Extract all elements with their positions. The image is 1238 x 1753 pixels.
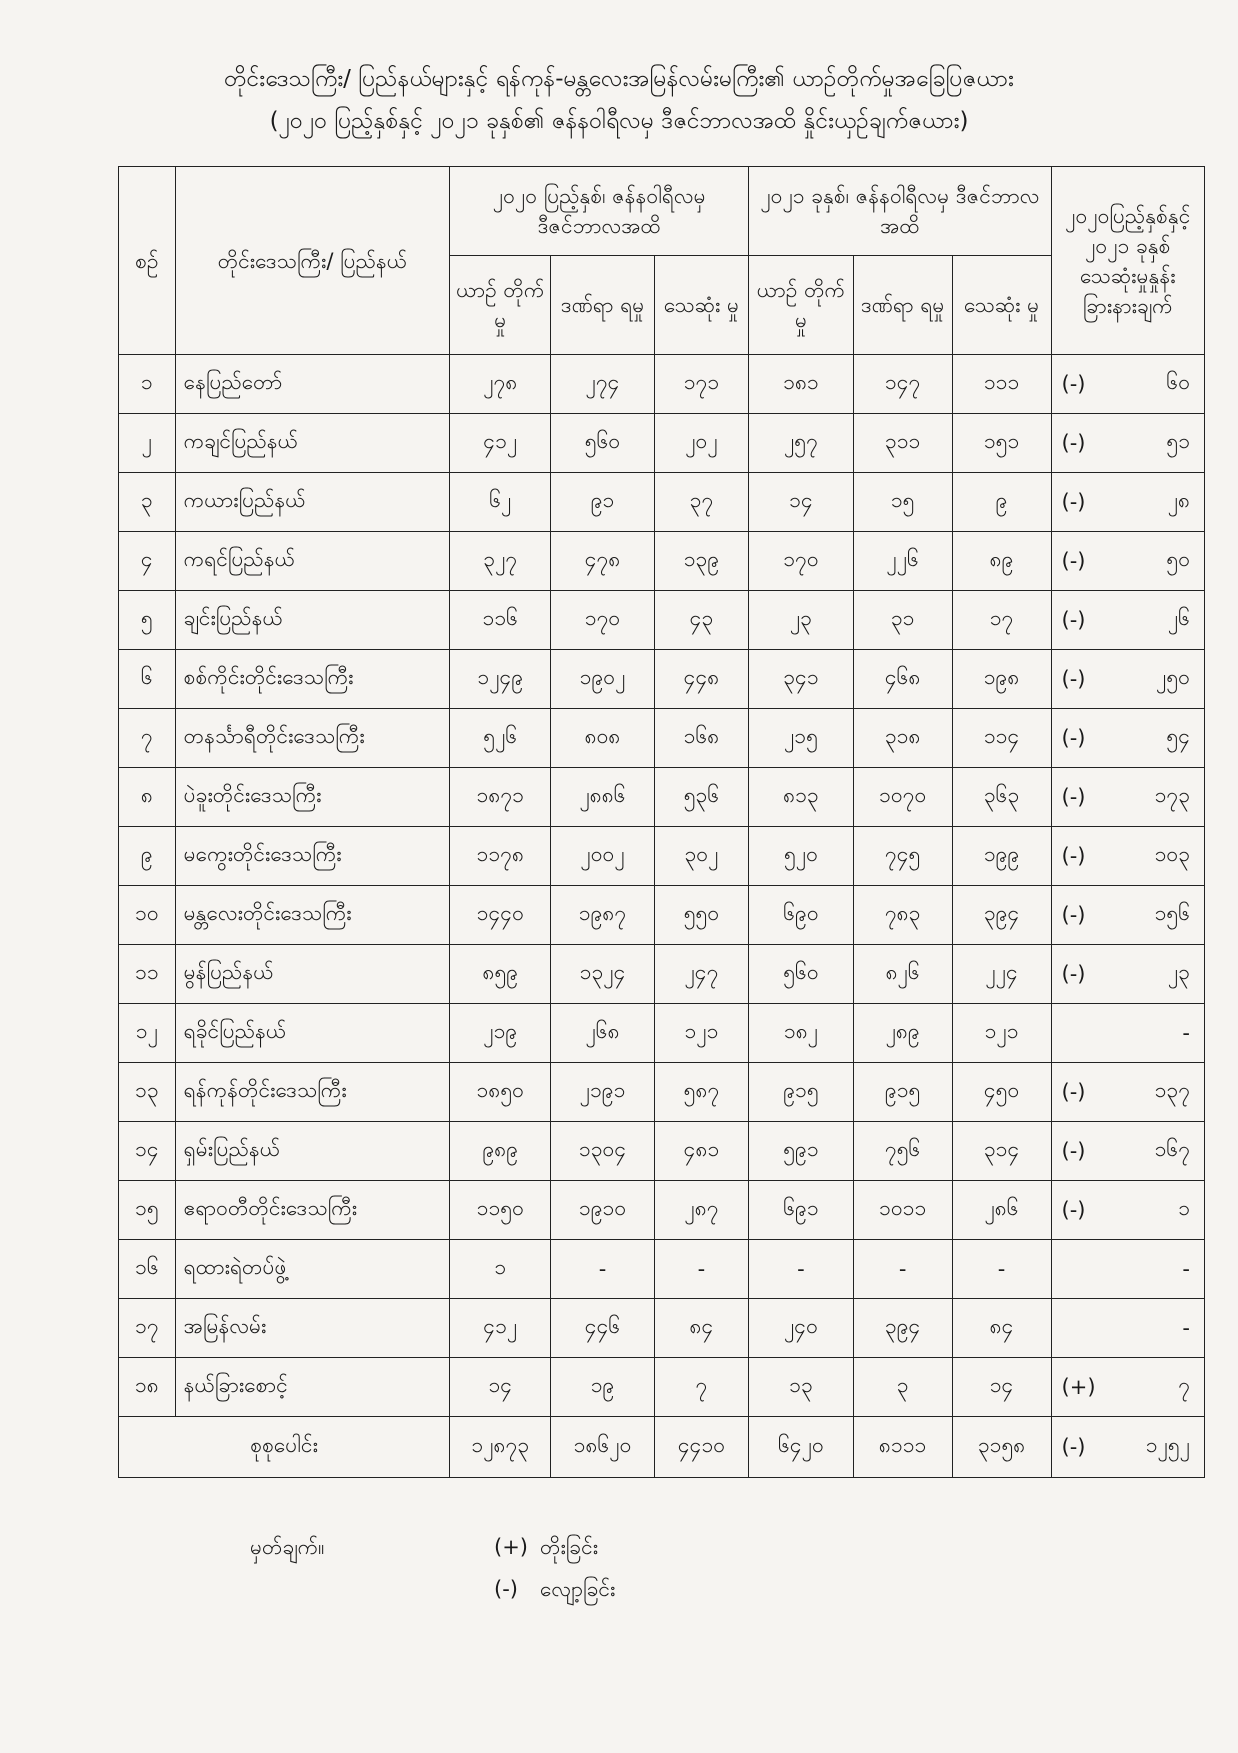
injured-2021: ၂၂၆ <box>853 532 952 591</box>
diff-value: ၁၀၃ <box>1098 827 1205 886</box>
diff-sign: (+) <box>1051 1358 1098 1417</box>
row-region: ရခိုင်ပြည်နယ် <box>175 1004 450 1063</box>
deaths-2021: ၁၉၈ <box>952 650 1051 709</box>
diff-sign: (-) <box>1051 414 1098 473</box>
diff-sign: (-) <box>1051 532 1098 591</box>
deaths-2021: ၁၂၁ <box>952 1004 1051 1063</box>
deaths-2021: ၁၇ <box>952 591 1051 650</box>
injured-2020: ၁၉၀၂ <box>551 650 654 709</box>
accidents-2021: ၁၃ <box>749 1358 853 1417</box>
row-region: အမြန်လမ်း <box>175 1299 450 1358</box>
injured-2021: ၁၀၇၀ <box>853 768 952 827</box>
accidents-2020: ၁၁၆ <box>450 591 551 650</box>
row-no: ၁၂ <box>119 1004 176 1063</box>
notes-label: မှတ်ချက်။ <box>250 1535 325 1559</box>
diff-value: ၁၃၇ <box>1098 1063 1205 1122</box>
row-no: ၁၇ <box>119 1299 176 1358</box>
diff-sign: (-) <box>1051 355 1098 414</box>
row-no: ၃ <box>119 473 176 532</box>
injured-2021: ၈၂၆ <box>853 945 952 1004</box>
table-row <box>119 355 1205 414</box>
diff-sign: (-) <box>1051 591 1098 650</box>
note-decrease-text: လျော့ခြင်း <box>540 1577 616 1601</box>
deaths-2020: ၄၈၁ <box>654 1122 749 1181</box>
injured-2020: ၁၉၁၀ <box>551 1181 654 1240</box>
table-row <box>119 945 1205 1004</box>
accidents-2020: ၄၁၂ <box>450 414 551 473</box>
injured-2021: ၃၁၈ <box>853 709 952 768</box>
injured-2021: ၇၄၅ <box>853 827 952 886</box>
injured-2021: ၂၈၉ <box>853 1004 952 1063</box>
table-row <box>119 1122 1205 1181</box>
accidents-2021: ၁၈၂ <box>749 1004 853 1063</box>
table-row <box>119 1358 1205 1417</box>
row-no: ၁၆ <box>119 1240 176 1299</box>
injured-2021: ၃၁ <box>853 591 952 650</box>
deaths-2021: ၁၁၁ <box>952 355 1051 414</box>
injured-2020: ၁၃၂၄ <box>551 945 654 1004</box>
total-deaths-2021: ၃၁၅၈ <box>952 1417 1051 1478</box>
accidents-2021: ၁၇၀ <box>749 532 853 591</box>
note-decrease <box>494 1576 615 1607</box>
row-no: ၁၅ <box>119 1181 176 1240</box>
diff-sign: (-) <box>1051 1181 1098 1240</box>
deaths-2020: ၃၀၂ <box>654 827 749 886</box>
accidents-2021: - <box>749 1240 853 1299</box>
row-no: ၄ <box>119 532 176 591</box>
total-accidents-2021: ၆၄၂၀ <box>749 1417 853 1478</box>
injured-2020: - <box>551 1240 654 1299</box>
row-no: ၁၁ <box>119 945 176 1004</box>
table-row <box>119 886 1205 945</box>
total-row <box>119 1417 1205 1478</box>
injured-2020: ၄၄၆ <box>551 1299 654 1358</box>
accidents-2021: ၉၁၅ <box>749 1063 853 1122</box>
deaths-2020: ၅၈၇ <box>654 1063 749 1122</box>
deaths-2020: ၁၆၈ <box>654 709 749 768</box>
row-region: ပဲခူးတိုင်းဒေသကြီး <box>175 768 450 827</box>
row-no: ၉ <box>119 827 176 886</box>
deaths-2020: ၇ <box>654 1358 749 1417</box>
accidents-2020: ၁၁၅၀ <box>450 1181 551 1240</box>
injured-2021: ၃၁၁ <box>853 414 952 473</box>
diff-value: ၂၈ <box>1098 473 1205 532</box>
injured-2021: - <box>853 1240 952 1299</box>
accidents-2020: ၅၂၆ <box>450 709 551 768</box>
deaths-2020: ၂၄၇ <box>654 945 749 1004</box>
row-region: ရထားရဲတပ်ဖွဲ့ <box>175 1240 450 1299</box>
table-row <box>119 414 1205 473</box>
header-comparison: ၂၀၂၀ပြည့်နှစ်နှင့် ၂၀၂၁ ခုနှစ် သေဆုံးမှုနှုန်း ခြားနားချက် <box>1051 167 1204 355</box>
row-region: ကရင်ပြည်နယ် <box>175 532 450 591</box>
diff-value: - <box>1098 1299 1205 1358</box>
table-row <box>119 532 1205 591</box>
total-diff-sign: (-) <box>1051 1417 1098 1478</box>
table-row <box>119 709 1205 768</box>
injured-2020: ၅၆၀ <box>551 414 654 473</box>
diff-value: ၇ <box>1098 1358 1205 1417</box>
injured-2020: ၄၇၈ <box>551 532 654 591</box>
row-region: စစ်ကိုင်းတိုင်းဒေသကြီး <box>175 650 450 709</box>
deaths-2020: ၁၂၁ <box>654 1004 749 1063</box>
header-period-2021: ၂၀၂၁ ခုနှစ်၊ ဇန်နဝါရီလမှ ဒီဇင်ဘာလအထိ <box>749 167 1051 256</box>
header-no: စဉ် <box>119 167 176 355</box>
diff-value: ၂၃ <box>1098 945 1205 1004</box>
injured-2020: ၂၈၈၆ <box>551 768 654 827</box>
row-no: ၆ <box>119 650 176 709</box>
accidents-2020: ၆၂ <box>450 473 551 532</box>
header-period-2020: ၂၀၂၀ ပြည့်နှစ်၊ ဇန်နဝါရီလမှ ဒီဇင်ဘာလအထိ <box>450 167 749 256</box>
diff-sign <box>1051 1004 1098 1063</box>
row-no: ၁ <box>119 355 176 414</box>
note-decrease-sign: (-) <box>494 1577 518 1601</box>
row-region: နေပြည်တော် <box>175 355 450 414</box>
deaths-2021: ၄၅၀ <box>952 1063 1051 1122</box>
diff-value: ၂၅၀ <box>1098 650 1205 709</box>
diff-value: ၁၇၃ <box>1098 768 1205 827</box>
injured-2020: ၈၀၈ <box>551 709 654 768</box>
deaths-2021: ၂၈၆ <box>952 1181 1051 1240</box>
table-row <box>119 827 1205 886</box>
diff-sign <box>1051 1240 1098 1299</box>
deaths-2021: ၈၄ <box>952 1299 1051 1358</box>
accidents-2020: ၈၅၉ <box>450 945 551 1004</box>
row-region: တနင်္သာရီတိုင်းဒေသကြီး <box>175 709 450 768</box>
header-deaths-2020: သေဆုံး မှု <box>654 256 749 355</box>
row-no: ၅ <box>119 591 176 650</box>
injured-2020: ၂၁၉၁ <box>551 1063 654 1122</box>
accidents-2021: ၁၄ <box>749 473 853 532</box>
deaths-2021: ၁၄ <box>952 1358 1051 1417</box>
accidents-2020: ၂၁၉ <box>450 1004 551 1063</box>
deaths-2020: - <box>654 1240 749 1299</box>
accidents-2020: ၃၂၇ <box>450 532 551 591</box>
diff-sign: (-) <box>1051 886 1098 945</box>
injured-2021: ၃၉၄ <box>853 1299 952 1358</box>
total-deaths-2020: ၄၄၁၀ <box>654 1417 749 1478</box>
accidents-2021: ၅၆၀ <box>749 945 853 1004</box>
accidents-2020: ၁၄ <box>450 1358 551 1417</box>
header-injured-2020: ဒဏ်ရာ ရမှု <box>551 256 654 355</box>
note-increase <box>494 1534 598 1565</box>
accidents-2021: ၂၅၇ <box>749 414 853 473</box>
table-row <box>119 1299 1205 1358</box>
row-region: နယ်ခြားစောင့် <box>175 1358 450 1417</box>
table-row <box>119 473 1205 532</box>
accidents-2021: ၅၂၀ <box>749 827 853 886</box>
deaths-2020: ၁၃၉ <box>654 532 749 591</box>
injured-2020: ၂၇၄ <box>551 355 654 414</box>
row-no: ၁၀ <box>119 886 176 945</box>
row-no: ၂ <box>119 414 176 473</box>
total-injured-2021: ၈၁၁၁ <box>853 1417 952 1478</box>
total-diff-value: ၁၂၅၂ <box>1098 1417 1205 1478</box>
header-accidents-2021: ယာဉ် တိုက်မှု <box>749 256 853 355</box>
deaths-2020: ၄၃ <box>654 591 749 650</box>
diff-value: - <box>1098 1004 1205 1063</box>
accidents-2021: ၂၄၀ <box>749 1299 853 1358</box>
deaths-2021: ၁၅၁ <box>952 414 1051 473</box>
injured-2021: ၁၄၇ <box>853 355 952 414</box>
diff-value: ၅၀ <box>1098 532 1205 591</box>
accidents-2021: ၁၈၁ <box>749 355 853 414</box>
row-region: ရန်ကုန်တိုင်းဒေသကြီး <box>175 1063 450 1122</box>
diff-value: ၁၆၇ <box>1098 1122 1205 1181</box>
injured-2021: ၁၅ <box>853 473 952 532</box>
injured-2020: ၉၁ <box>551 473 654 532</box>
deaths-2021: ၃၉၄ <box>952 886 1051 945</box>
accidents-2020: ၄၁၂ <box>450 1299 551 1358</box>
accidents-2020: ၁၈၅၀ <box>450 1063 551 1122</box>
diff-value: ၁ <box>1098 1181 1205 1240</box>
table-row <box>119 1063 1205 1122</box>
row-region: ကယားပြည်နယ် <box>175 473 450 532</box>
table-body <box>119 355 1205 1417</box>
total-injured-2020: ၁၈၆၂၀ <box>551 1417 654 1478</box>
accidents-2021: ၂၁၅ <box>749 709 853 768</box>
deaths-2020: ၅၃၆ <box>654 768 749 827</box>
injured-2021: ၇၈၃ <box>853 886 952 945</box>
accidents-2020: ၁၄၄၀ <box>450 886 551 945</box>
deaths-2021: ၃၁၄ <box>952 1122 1051 1181</box>
table-row <box>119 650 1205 709</box>
injured-2021: ၉၁၅ <box>853 1063 952 1122</box>
deaths-2021: ၁၁၄ <box>952 709 1051 768</box>
accidents-2020: ၉၈၉ <box>450 1122 551 1181</box>
row-no: ၁၄ <box>119 1122 176 1181</box>
header-deaths-2021: သေဆုံး မှု <box>952 256 1051 355</box>
row-no: ၁၃ <box>119 1063 176 1122</box>
diff-value: ၅၁ <box>1098 414 1205 473</box>
table-row <box>119 1181 1205 1240</box>
deaths-2020: ၅၅၀ <box>654 886 749 945</box>
row-no: ၈ <box>119 768 176 827</box>
row-region: ဧရာဝတီတိုင်းဒေသကြီး <box>175 1181 450 1240</box>
injured-2021: ၁၀၁၁ <box>853 1181 952 1240</box>
total-label: စုစုပေါင်း <box>119 1417 450 1478</box>
diff-sign: (-) <box>1051 945 1098 1004</box>
header-accidents-2020: ယာဉ် တိုက်မှု <box>450 256 551 355</box>
accidents-2021: ၂၃ <box>749 591 853 650</box>
diff-sign: (-) <box>1051 1122 1098 1181</box>
accidents-2020: ၁ <box>450 1240 551 1299</box>
accident-table <box>118 166 1205 1478</box>
accidents-2021: ၅၉၁ <box>749 1122 853 1181</box>
total-accidents-2020: ၁၂၈၇၃ <box>450 1417 551 1478</box>
injured-2020: ၂၀၀၂ <box>551 827 654 886</box>
row-region: ရှမ်းပြည်နယ် <box>175 1122 450 1181</box>
row-region: ကချင်ပြည်နယ် <box>175 414 450 473</box>
injured-2021: ၇၅၆ <box>853 1122 952 1181</box>
deaths-2020: ၃၇ <box>654 473 749 532</box>
accidents-2021: ၆၉၁ <box>749 1181 853 1240</box>
row-region: ချင်းပြည်နယ် <box>175 591 450 650</box>
accidents-2021: ၃၄၁ <box>749 650 853 709</box>
deaths-2020: ၂၀၂ <box>654 414 749 473</box>
diff-sign <box>1051 1299 1098 1358</box>
table-row <box>119 591 1205 650</box>
diff-value: ၂၆ <box>1098 591 1205 650</box>
accidents-2020: ၁၁၇၈ <box>450 827 551 886</box>
deaths-2020: ၈၄ <box>654 1299 749 1358</box>
table-row <box>119 1004 1205 1063</box>
diff-value: ၁၅၆ <box>1098 886 1205 945</box>
diff-sign: (-) <box>1051 827 1098 886</box>
deaths-2020: ၄၄၈ <box>654 650 749 709</box>
diff-sign: (-) <box>1051 650 1098 709</box>
diff-sign: (-) <box>1051 768 1098 827</box>
page-subtitle: (၂၀၂၀ ပြည့်နှစ်နှင့် ၂၀၂၁ ခုနှစ်၏ ဇန်နဝါရီလမှ ဒီဇင်ဘာလအထိ နှိုင်းယှဉ်ချက်ဇယား) <box>269 108 969 134</box>
note-increase-sign: (+) <box>494 1535 528 1559</box>
deaths-2021: ၂၂၄ <box>952 945 1051 1004</box>
deaths-2021: ၉ <box>952 473 1051 532</box>
diff-sign: (-) <box>1051 1063 1098 1122</box>
page-title: တိုင်းဒေသကြီး/ ပြည်နယ်များနှင့် ရန်ကုန်-မန္တလေးအမြန်လမ်းမကြီး၏ ယာဉ်တိုက်မှုအခြေပြဇယား <box>224 66 1014 92</box>
row-region: မန္တလေးတိုင်းဒေသကြီး <box>175 886 450 945</box>
injured-2020: ၁၇၀ <box>551 591 654 650</box>
note-increase-text: တိုးခြင်း <box>540 1535 599 1559</box>
injured-2020: ၁၃၀၄ <box>551 1122 654 1181</box>
injured-2021: ၃ <box>853 1358 952 1417</box>
diff-value: ၆၀ <box>1098 355 1205 414</box>
injured-2020: ၁၉၈၇ <box>551 886 654 945</box>
row-no: ၇ <box>119 709 176 768</box>
row-region: မကွေးတိုင်းဒေသကြီး <box>175 827 450 886</box>
accidents-2021: ၆၉၀ <box>749 886 853 945</box>
header-injured-2021: ဒဏ်ရာ ရမှု <box>853 256 952 355</box>
deaths-2021: ၁၉၉ <box>952 827 1051 886</box>
injured-2020: ၂၆၈ <box>551 1004 654 1063</box>
deaths-2020: ၁၇၁ <box>654 355 749 414</box>
accidents-2020: ၁၈၇၁ <box>450 768 551 827</box>
deaths-2021: ၃၆၃ <box>952 768 1051 827</box>
table-row <box>119 1240 1205 1299</box>
injured-2021: ၄၆၈ <box>853 650 952 709</box>
injured-2020: ၁၉ <box>551 1358 654 1417</box>
diff-value: ၅၄ <box>1098 709 1205 768</box>
row-no: ၁၈ <box>119 1358 176 1417</box>
deaths-2021: ၈၉ <box>952 532 1051 591</box>
header-region: တိုင်းဒေသကြီး/ ပြည်နယ် <box>175 167 450 355</box>
diff-sign: (-) <box>1051 473 1098 532</box>
row-region: မွန်ပြည်နယ် <box>175 945 450 1004</box>
deaths-2021: - <box>952 1240 1051 1299</box>
table-row <box>119 768 1205 827</box>
accidents-2020: ၂၇၈ <box>450 355 551 414</box>
diff-value: - <box>1098 1240 1205 1299</box>
deaths-2020: ၂၈၇ <box>654 1181 749 1240</box>
accidents-2020: ၁၂၄၉ <box>450 650 551 709</box>
accidents-2021: ၈၁၃ <box>749 768 853 827</box>
diff-sign: (-) <box>1051 709 1098 768</box>
